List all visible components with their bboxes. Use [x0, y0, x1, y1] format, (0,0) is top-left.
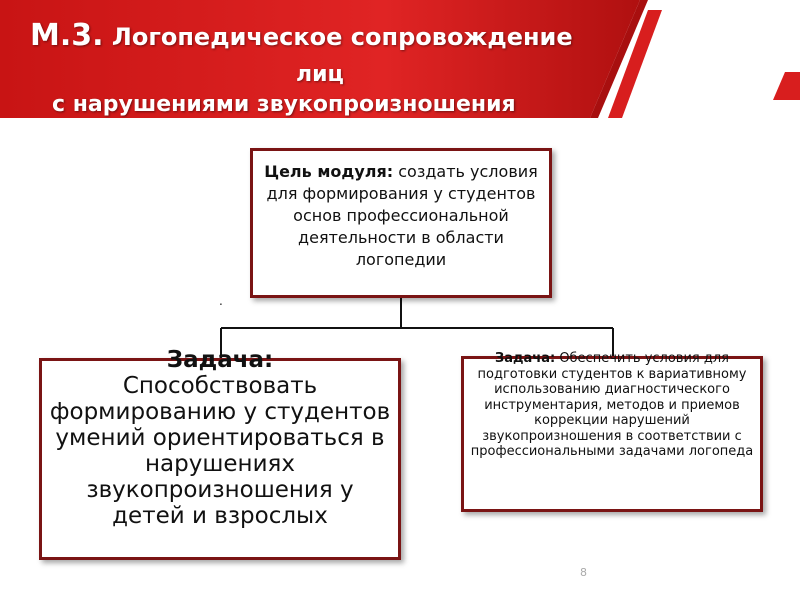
task-left-text: Способствовать формированию у студентов умений ориентироваться в нарушениях звукопроизношения у детей и взрослых [49, 373, 391, 529]
title-text-1: Логопедическое сопровождение [111, 23, 573, 51]
stray-bullet: . [219, 294, 223, 308]
task-right-text: Обеспечить условия для подготовки студентов к вариативному использованию диагностического инструментария, методов и приемов коррекции нарушений звукопроизношения в соответствии с профессиональными задачами логопеда [470, 351, 754, 459]
task-right-lead: Задача: [494, 351, 556, 366]
goal-text: создать условия для формирования у студентов основ профессиональной деятельности в области логопедии [266, 162, 538, 269]
goal-lead: Цель модуля: [264, 162, 394, 181]
module-code: М.3. [30, 18, 104, 53]
slide-title-line-2: лиц [296, 62, 344, 87]
goal-box [250, 148, 552, 298]
task-left-lead: Задача: [166, 347, 274, 373]
slide-title-line-3: с нарушениями звукопроизношения [52, 92, 516, 117]
task-box-left [39, 347, 401, 560]
page-number: 8 [580, 566, 587, 579]
task-box-right [461, 351, 763, 512]
slide-title-line-1 [30, 18, 573, 53]
